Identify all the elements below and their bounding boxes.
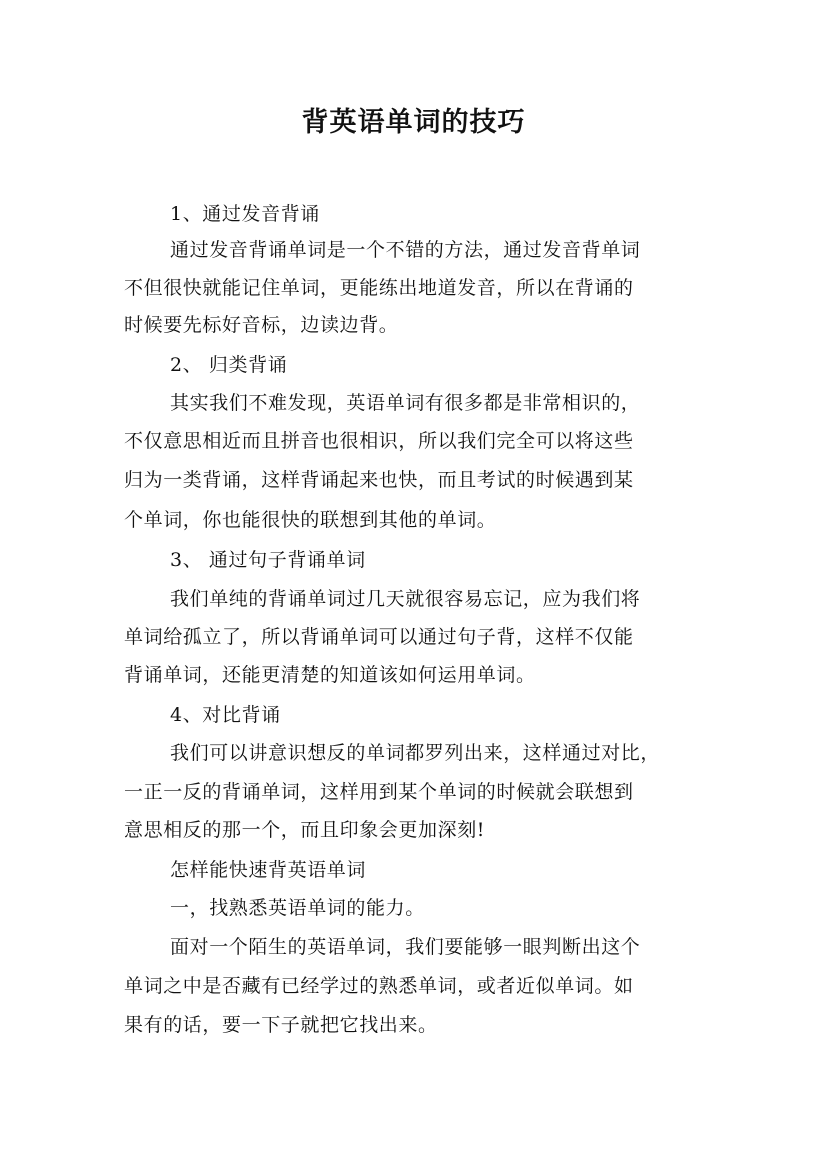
paragraph-line: 一正一反的背诵单词，这样用到某个单词的时候就会联想到: [124, 781, 634, 803]
paragraph-line: 不仅意思相近而且拼音也很相识，所以我们完全可以将这些: [124, 430, 634, 452]
paragraph-line: 面对一个陌生的英语单词，我们要能够一眼判断出这个: [170, 936, 641, 958]
paragraph-line: 单词之中是否藏有已经学过的熟悉单词，或者近似单词。如: [124, 975, 634, 997]
paragraph-line: 意思相反的那一个，而且印象会更加深刻!: [124, 819, 486, 841]
paragraph-line: 个单词，你也能很快的联想到其他的单词。: [124, 509, 497, 531]
paragraph-line: 归为一类背诵，这样背诵起来也快，而且考试的时候遇到某: [124, 469, 634, 491]
paragraph-line: 单词给孤立了，所以背诵单词可以通过句子背，这样不仅能: [124, 626, 634, 648]
heading-3: 3、 通过句子背诵单词: [170, 549, 366, 571]
paragraph-line: 其实我们不难发现，英语单词有很多都是非常相识的，: [170, 392, 641, 414]
document-title: 背英语单词的技巧: [301, 107, 526, 138]
section-heading: 怎样能快速背英语单词: [170, 859, 367, 881]
paragraph-line: 我们单纯的背诵单词过几天就很容易忘记，应为我们将: [170, 588, 641, 610]
paragraph-line: 背诵单词，还能更清楚的知道该如何运用单词。: [124, 664, 536, 686]
heading-2: 2、 归类背诵: [170, 354, 288, 376]
heading-1: 1、通过发音背诵: [170, 203, 320, 225]
paragraph-line: 通过发音背诵单词是一个不错的方法，通过发音背单词: [170, 239, 641, 261]
heading-4: 4、对比背诵: [170, 704, 281, 726]
paragraph-line: 果有的话，要一下子就把它找出来。: [124, 1014, 438, 1036]
paragraph-line: 不但很快就能记住单词，更能练出地道发音，所以在背诵的: [124, 277, 634, 299]
paragraph-line: 我们可以讲意识想反的单词都罗列出来，这样通过对比，: [170, 742, 661, 764]
subheading: 一，找熟悉英语单词的能力。: [170, 897, 425, 919]
paragraph-line: 时候要先标好音标，边读边背。: [124, 314, 399, 336]
